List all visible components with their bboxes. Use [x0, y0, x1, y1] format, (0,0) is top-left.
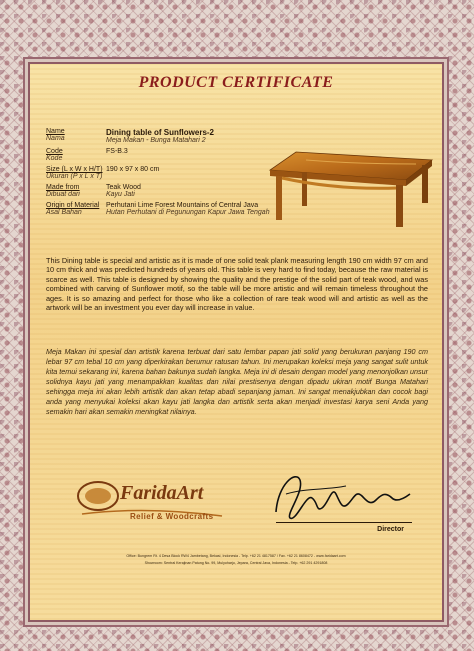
spec-label: Origin of Material	[46, 202, 100, 209]
product-name-id: Meja Makan - Bunga Matahari 2	[106, 137, 206, 144]
product-specs	[46, 128, 276, 220]
spec-row-code	[46, 148, 276, 162]
product-material: Teak Wood	[106, 184, 141, 191]
brand-logo	[76, 476, 226, 528]
footer-showroom-address: Showroom: Sentral Kerajinan Patung No. 99, Mulyoharjo, Jepara, Central Java, Indonesia - Telp. +62 291 4291808	[144, 561, 328, 565]
spec-row-name	[46, 128, 276, 144]
spec-row-size	[46, 166, 276, 180]
spec-label: Name	[46, 128, 65, 135]
spec-label: Size (L x W x H/T)	[46, 166, 103, 173]
footer-office-address: Office: Bungrem Rt. 4 Desa Block RW4 Jambetang, Bekasi, Indonesia - Telp. +62 21 4817587 / Fax. +62 21 8608472 - www.faridaart.com	[126, 554, 346, 558]
spec-label-id: Ukuran (P x L x T)	[46, 173, 103, 180]
spec-label-id: Dibuat dari	[46, 191, 80, 198]
signature-line	[276, 522, 412, 523]
description-indonesian: Meja Makan ini spesial dan artistik karena terbuat dari satu lembar papan jati solid yang berukuran panjang 190 cm lebar 97 cm tebal 10 cm yang diperkirakan berumur ratusan tahun. Ini merupakan koleksi meja yang sangat sulit untuk kita temui sekarang ini, karena bahan bakunya sudah langka. Meja ini di desain dengan model yang menonjolkan unsur solidnya kayu jati yang menampakkan kualitas dan nilai prestisenya dengan dipadu ukiran motif Bunga Matahari sehingga meja ini akan lebih artistik dan akan tetap abadi sepanjang jaman. Ini sangat menakjubkan dan cocok bagi anda yang menyukai koleksi akan kayu jati langka dan artistik serta akan menjadi investasi karya seni Anda yang semakin hari akan semakin meningkat nilainya.	[46, 347, 428, 416]
director-signature	[266, 464, 416, 524]
product-code: FS-B.3	[106, 148, 128, 155]
product-size: 190 x 97 x 80 cm	[106, 166, 160, 173]
certificate-title: PRODUCT CERTIFICATE	[138, 74, 334, 91]
signer-title: Director	[377, 526, 404, 533]
spec-label-id: Kode	[46, 155, 63, 162]
spec-row-material	[46, 184, 276, 198]
brand-name: FaridaArt	[120, 482, 204, 504]
description-english: This Dining table is special and artistic as it is made of one solid teak plank measuring length 190 cm width 97 cm and 10 cm thick and was predicted hundreds of years old. This table is very hard to find today, because the raw material is scarce as well. This table is designed by showing the quality and the prestige of the solid part of teak wood, and was combined with carving of Sunflower motif, so the table will be more artistic and will remain timeless throughout the ages. It is so amazing and perfect for those who like a collection of rare teak wood will and artistic as well as the artwork will be an investment you ever day will increase in value.	[46, 256, 428, 313]
product-material-id: Kayu Jati	[106, 191, 135, 198]
spec-label-id: Nama	[46, 135, 65, 142]
spec-label-id: Asal Bahan	[46, 209, 82, 216]
certificate-frame	[28, 62, 444, 622]
spec-row-origin	[46, 202, 276, 216]
product-origin: Perhutani Lime Forest Mountains of Central Java	[106, 202, 259, 209]
product-name: Dining table of Sunflowers-2	[106, 128, 215, 137]
brand-tagline: Relief & Woodcrafts	[130, 512, 214, 521]
spec-label: Made from	[46, 184, 80, 191]
dining-table-image	[266, 130, 436, 230]
product-origin-id: Hutan Perhutani di Pegunungan Kapur Jawa Tengah	[106, 209, 270, 216]
spec-label: Code	[46, 148, 63, 155]
